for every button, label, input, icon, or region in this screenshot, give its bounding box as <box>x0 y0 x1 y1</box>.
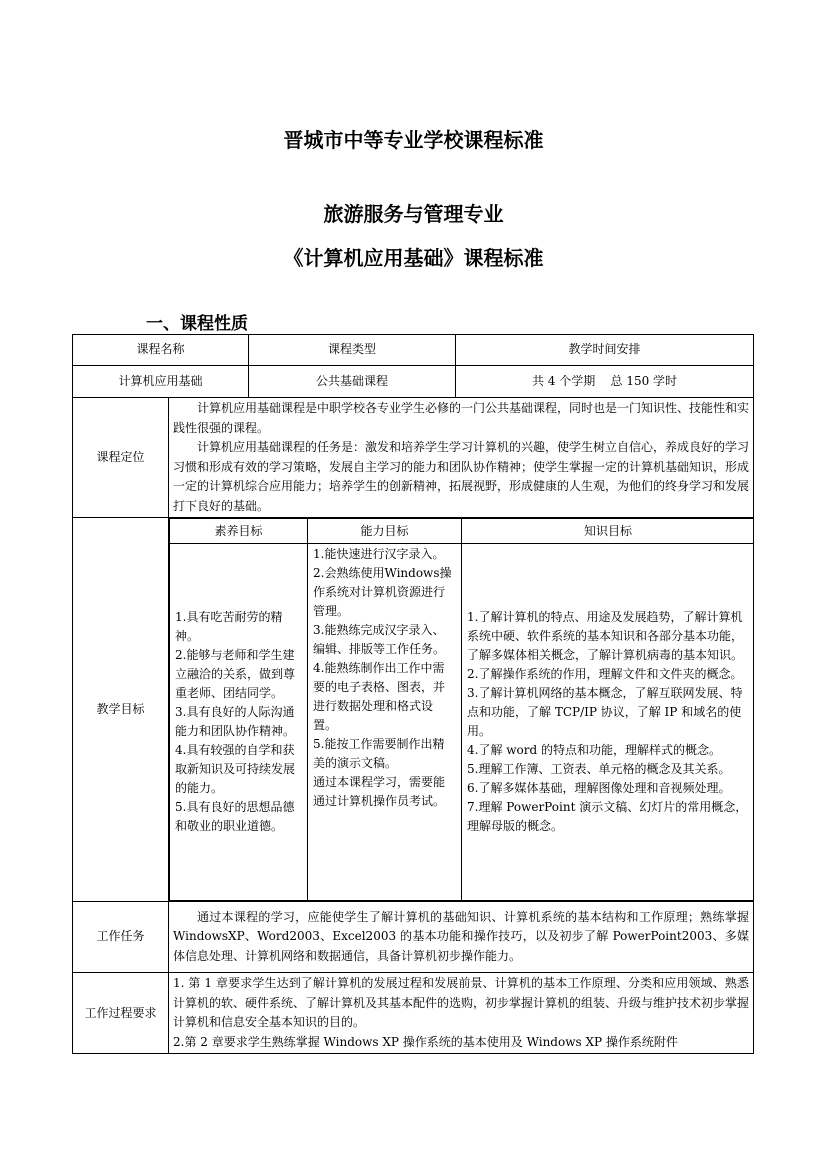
list-item: 2.能够与老师和学生建立融洽的关系，做到尊重老师、团结同学。 <box>175 648 296 700</box>
schedule-value: 共 4 个学期 总 150 学时 <box>456 366 754 398</box>
list-item: 2.了解操作系统的作用，理解文件和文件夹的概念。 <box>467 667 743 681</box>
header-quality-goals: 素养目标 <box>170 519 308 544</box>
list-item: 2.会熟练使用Windows操作系统对计算机资源进行管理。 <box>313 566 452 618</box>
list-item: 4.了解 word 的特点和功能，理解样式的概念。 <box>467 743 721 757</box>
tasks-paragraph: 通过本课程的学习，应能使学生了解计算机的基础知识、计算机系统的基本结构和工作原理；熟练掌握 WindowsXP、Word2003、Excel2003 的基本功能和操作技巧，以及初步了解 PowerPoint2003、多媒体信息处理、计算机网络和数据通信，具备计算机初步操作能力。 <box>173 909 750 963</box>
list-item: 1.能快速进行汉字录入。 <box>313 547 445 561</box>
goals-label: 教学目标 <box>73 518 169 902</box>
course-standard-title: 《计算机应用基础》课程标准 <box>283 246 544 270</box>
ability-goals-list <box>308 544 462 901</box>
positioning-label: 课程定位 <box>73 398 169 518</box>
list-item: 通过本课程学习，需要能通过计算机操作员考试。 <box>313 775 446 808</box>
document-title: 晋城市中等专业学校课程标准 <box>283 128 544 152</box>
list-item: 4.具有较强的自学和获取新知识及可持续发展的能力。 <box>175 743 296 795</box>
tasks-label: 工作任务 <box>73 902 169 973</box>
course-name-value: 计算机应用基础 <box>73 366 249 398</box>
process-item: 1. 第 1 章要求学生达到了解计算机的发展过程和发展前景、计算机的基本工作原理、分类和应用领域、熟悉计算机的软、硬件系统、了解计算机及其基本配件的选购，初步掌握计算机的组装、升级与维护技术初步掌握计算机和信息安全基本知识的目的。 <box>173 976 750 1029</box>
list-item: 6.了解多媒体基础，理解图像处理和音视频处理。 <box>467 781 731 795</box>
header-course-name: 课程名称 <box>73 335 249 366</box>
process-content <box>169 973 754 1054</box>
positioning-paragraph: 计算机应用基础课程是中职学校各专业学生必修的一门公共基础课程，同时也是一门知识性、技能性和实践性很强的课程。 <box>173 401 750 435</box>
quality-goals-list <box>170 544 308 901</box>
list-item: 1.了解计算机的特点、用途及发展趋势，了解计算机系统中硬、软件系统的基本知识和各部分基本功能，了解多媒体相关概念，了解计算机病毒的基本知识。 <box>467 610 744 662</box>
positioning-content <box>169 398 754 518</box>
list-item: 4.能熟练制作出工作中需要的电子表格、图表，并进行数据处理和格式设置。 <box>313 661 446 732</box>
course-standard-table <box>72 334 754 1054</box>
list-item: 3.具有良好的人际沟通能力和团队协作精神。 <box>175 705 296 738</box>
tasks-content <box>169 902 754 973</box>
goals-content <box>169 518 754 902</box>
header-course-type: 课程类型 <box>249 335 456 366</box>
list-item: 3.了解计算机网络的基本概念，了解互联网发展、特点和功能，了解 TCP/IP 协议，了解 IP 和域名的使用。 <box>467 686 743 738</box>
process-item: 2.第 2 章要求学生熟练掌握 Windows XP 操作系统的基本使用及 Windows XP 操作系统附件 <box>173 1034 678 1049</box>
positioning-paragraph: 计算机应用基础课程的任务是：激发和培养学生学习计算机的兴趣，使学生树立自信心，养成良好的学习习惯和形成有效的学习策略，发展自主学习的能力和团队协作精神；使学生掌握一定的计算机基础知识，形成一定的计算机综合应用能力；培养学生的创新精神，拓展视野，形成健康的人生观，为他们的终身学习和发展打下良好的基础。 <box>173 440 750 513</box>
process-label: 工作过程要求 <box>73 973 169 1054</box>
header-knowledge-goals: 知识目标 <box>462 519 754 544</box>
list-item: 7.理解 PowerPoint 演示文稿、幻灯片的常用概念，理解母版的概念。 <box>467 800 748 833</box>
list-item: 5.理解工作簿、工资表、单元格的概念及其关系。 <box>467 762 731 776</box>
list-item: 5.具有良好的思想品德和敬业的职业道德。 <box>175 800 295 833</box>
section-heading: 一、课程性质 <box>146 314 248 334</box>
goals-table <box>169 518 754 901</box>
list-item: 3.能熟练完成汉字录入、编辑、排版等工作任务。 <box>313 623 446 656</box>
list-item: 5.能按工作需要制作出精美的演示文稿。 <box>313 737 445 770</box>
course-type-value: 公共基础课程 <box>249 366 456 398</box>
header-ability-goals: 能力目标 <box>308 519 462 544</box>
list-item: 1.具有吃苦耐劳的精神。 <box>175 610 283 643</box>
header-schedule: 教学时间安排 <box>456 335 754 366</box>
major-title: 旅游服务与管理专业 <box>323 202 504 226</box>
knowledge-goals-list <box>462 544 754 901</box>
